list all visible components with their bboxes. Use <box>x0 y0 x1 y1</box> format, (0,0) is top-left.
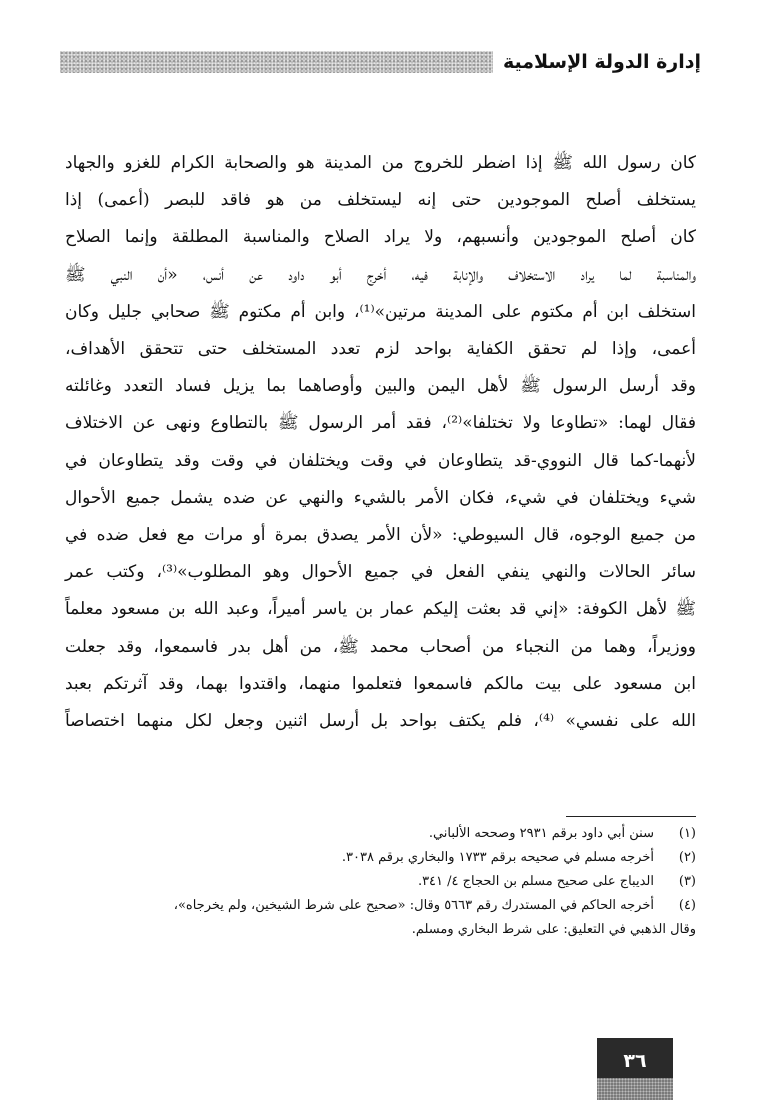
footnote-text: أخرجه مسلم في صحيحه برقم ١٧٣٣ والبخاري برقم ٣٠٣٨. <box>341 850 654 865</box>
footnote-text: الديباج على صحيح مسلم بن الحجاج ٤/ ٣٤١. <box>417 874 654 889</box>
text-line: فقال لهما: «تطاوعا ولا تختلفا»⁽²⁾، فقد أمر الرسول ﷺ بالتطاوع ونهى عن الاختلاف <box>65 413 696 434</box>
main-text <box>65 145 696 740</box>
text-line: والمناسبة لما يراد الاستخلاف والإنابة فيه، أخرج أبو داود عن أنس، «أن النبي ﷺ <box>65 264 696 285</box>
footnote-4-continuation: وقال الذهبي في التعليق: على شرط البخاري ومسلم. <box>411 922 696 937</box>
footnote-text: أخرجه الحاكم في المستدرك رقم ٥٦٦٣ وقال: «صحيح على شرط الشيخين، ولم يخرجاه»، <box>173 898 654 913</box>
footnote-2 <box>65 846 696 870</box>
running-header <box>60 46 701 78</box>
text-line: لأنهما-كما قال النووي-قد يتطاوعان في وقت ويختلفان في وقت وقد يتطاوعان في <box>65 450 696 471</box>
footnote-3 <box>65 870 696 894</box>
footnote-4 <box>65 894 696 918</box>
text-line: ووزيراً، وهما من النجباء من أصحاب محمد ﷺ، من أهل بدر فاسمعوا، وقد جعلت <box>65 636 696 657</box>
footnote-number: (٤) <box>678 898 696 913</box>
footnote-number: (٣) <box>678 874 696 889</box>
text-line: أعمى، وإذا لم تحقق الكفاية بواحد لزم تعدد المستخلف حتى تتحقق الأهداف، <box>65 339 696 360</box>
footnotes <box>65 822 696 942</box>
header-title: إدارة الدولة الإسلامية <box>502 51 701 73</box>
text-line: استخلف ابن أم مكتوم على المدينة مرتين»⁽¹⁾، وابن أم مكتوم ﷺ صحابي جليل وكان <box>65 301 696 322</box>
footnote-number: (٢) <box>678 850 696 865</box>
text-line: الله على نفسي» ⁽⁴⁾، فلم يكتف بواحد بل أرسل اثنين وجعل لكل منهما اختصاصاً <box>65 711 697 732</box>
text-line: من جميع الوجوه، قال السيوطي: «لأن الأمر يصدق بمرة أو مرات مع فعل ضده في <box>65 525 696 546</box>
text-line: سائر الحالات والنهي ينفي الفعل في جميع الأحوال وهو المطلوب»⁽³⁾، وكتب عمر <box>65 562 696 583</box>
text-line: يستخلف أصلح الموجودين حتى إنه ليستخلف من هو فاقد للبصر (أعمى) إذا <box>65 190 696 211</box>
footnote-text: سنن أبي داود برقم ٢٩٣١ وصححه الألباني. <box>428 826 654 841</box>
text-line: ﷺ لأهل الكوفة: «إني قد بعثت إليكم عمار بن ياسر أميراً، وعبد الله بن مسعود معلماً <box>65 599 696 620</box>
header-decorative-band <box>60 51 493 73</box>
text-line: كان أصلح الموجودين وأنسبهم، ولا يراد الصلاح والمناسبة المطلقة وإنما الصلاح <box>65 227 696 248</box>
text-line: شيء ويختلفان في شيء، فكان الأمر بالشيء والنهي عن ضده يشمل جميع الأحوال <box>65 487 696 508</box>
footnote-1 <box>65 822 696 846</box>
text-line: كان رسول الله ﷺ إذا اضطر للخروج من المدينة هو والصحابة الكرام للغزو والجهاد <box>65 153 696 173</box>
footnote-number: (١) <box>678 826 696 841</box>
text-line: ابن مسعود على بيت مالكم فاسمعوا فتعلموا منهما، واقتدوا بهما، وقد آثرتكم بعبد <box>65 673 696 694</box>
footnote-separator <box>566 816 696 817</box>
page-number: ٣٦ <box>623 1050 647 1072</box>
page-number-decorative-band <box>597 1078 673 1100</box>
text-line: وقد أرسل الرسول ﷺ لأهل اليمن والبين وأوصاهما بما يزيل فساد التعدد وغائلته <box>65 376 696 397</box>
